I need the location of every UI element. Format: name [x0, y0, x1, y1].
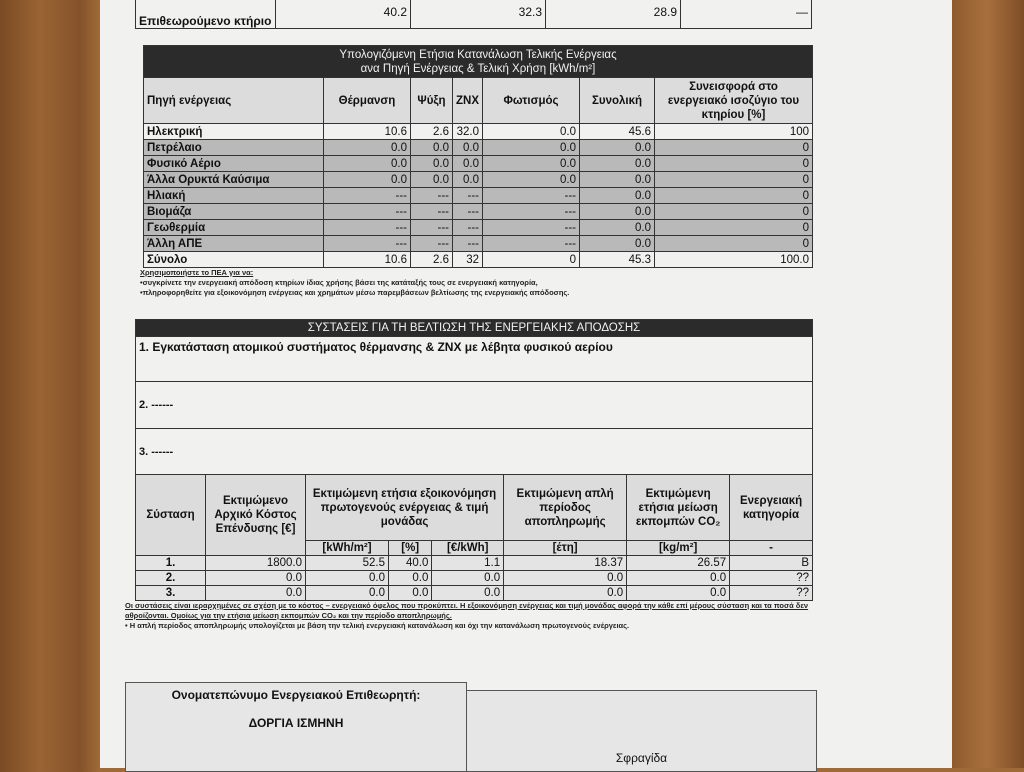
- energy-value: 2.6: [411, 252, 453, 268]
- recommendation-item: 1. Εγκατάσταση ατομικού συστήματος θέρμανσης & ΖΝΧ με λέβητα φυσικού αερίου: [136, 337, 813, 382]
- note-line: Οι συστάσεις είναι ιεραρχημένες σε σχέση με το κόστος – ενεργειακό όφελος που προκύπτει. Η εξοικονόμηση ενέργειας και τιμή μονάδας αφορά την κάθε επί μέρους σύσταση και τα ποσά δεν αθροίζονται. Ομοίως για την ετήσια μείωση εκπομπών CO₂ και την περίοδο αποπληρωμής.: [125, 601, 809, 620]
- energy-value: ---: [453, 204, 483, 220]
- energy-value: 0.0: [580, 156, 655, 172]
- recommendation-value: 52.5: [306, 556, 389, 571]
- recommendation-value: 26.57: [627, 556, 730, 571]
- recommendation-number: 1.: [136, 556, 206, 571]
- energy-value: ---: [483, 204, 580, 220]
- energy-value: 2.6: [411, 124, 453, 140]
- note-line: •πληροφορηθείτε για εξοικονόμηση ενέργειας και χρημάτων μέσω παρεμβάσεων βελτίωσης της ενεργειακής απόδοσης.: [140, 288, 570, 297]
- energy-value: 0.0: [483, 140, 580, 156]
- energy-value: ---: [324, 236, 411, 252]
- energy-value: ---: [453, 188, 483, 204]
- recommendation-value: 1.1: [432, 556, 504, 571]
- stamp-label: Σφραγίδα: [615, 751, 668, 765]
- energy-value: 0.0: [580, 236, 655, 252]
- energy-value: 0.0: [411, 156, 453, 172]
- energy-value: 0: [655, 220, 813, 236]
- energy-source: Βιομάζα: [144, 204, 324, 220]
- energy-value: 0.0: [411, 172, 453, 188]
- note-line: •συγκρίνετε την ενεργειακή απόδοση κτηρίων ίδιας χρήσης βάσει της κατάταξής τους σε ενεργειακή κατηγορία,: [140, 278, 538, 287]
- energy-table-title: Υπολογιζόμενη Ετήσια Κατανάλωση Τελικής Ενέργειας: [339, 48, 617, 61]
- header-energy-class: Ενεργειακή κατηγορία: [730, 475, 813, 541]
- energy-value: ---: [324, 220, 411, 236]
- recommendation-value: ??: [730, 586, 813, 601]
- recommendations-table: [135, 319, 813, 601]
- recommendation-value: 0.0: [432, 571, 504, 586]
- energy-value: ---: [483, 220, 580, 236]
- energy-value: 0.0: [324, 156, 411, 172]
- wood-background: [950, 0, 1024, 768]
- energy-source: Ηλιακή: [144, 188, 324, 204]
- energy-value: 0.0: [580, 204, 655, 220]
- energy-value: ---: [483, 188, 580, 204]
- recommendation-value: 1800.0: [206, 556, 306, 571]
- energy-value: 0: [655, 236, 813, 252]
- energy-value: 0.0: [324, 140, 411, 156]
- energy-source: Φυσικό Αέριο: [144, 156, 324, 172]
- energy-source: Ηλεκτρική: [144, 124, 324, 140]
- recommendation-value: 0.0: [627, 571, 730, 586]
- energy-value: 0.0: [453, 156, 483, 172]
- recommendation-item: 3. ------: [136, 429, 813, 475]
- header-source: Πηγή ενέργειας: [144, 78, 324, 124]
- unit-label: [€/kWh]: [432, 541, 504, 556]
- energy-row: [144, 252, 813, 268]
- recommendation-value: 0.0: [504, 586, 627, 601]
- energy-source: Άλλα Ορυκτά Καύσιμα: [144, 172, 324, 188]
- unit-label: [έτη]: [504, 541, 627, 556]
- recommendation-value: 0.0: [206, 571, 306, 586]
- energy-value: 0.0: [453, 140, 483, 156]
- energy-value: 0.0: [411, 140, 453, 156]
- energy-value: 0: [655, 172, 813, 188]
- energy-value: ---: [324, 188, 411, 204]
- header-lighting: Φωτισμός: [483, 78, 580, 124]
- note-line: • Η απλή περίοδος αποπληρωμής υπολογίζεται με βάση την τελική ενεργειακή κατανάλωση και όχι την κατανάλωση πρωτογενούς ενέργειας.: [125, 621, 630, 630]
- recommendation-value: B: [730, 556, 813, 571]
- energy-row: [144, 156, 813, 172]
- energy-value: 0: [655, 156, 813, 172]
- note-heading: Χρησιμοποιήστε το ΠΕΑ για να:: [140, 268, 254, 277]
- header-total: Συνολική: [580, 78, 655, 124]
- energy-value: ---: [453, 220, 483, 236]
- reference-value: 32.3: [411, 0, 546, 29]
- energy-value: 0.0: [580, 172, 655, 188]
- energy-value: ---: [411, 188, 453, 204]
- recommendation-number: 3.: [136, 586, 206, 601]
- energy-table-subtitle: ανα Πηγή Ενέργειας & Τελική Χρήση [kWh/m²]: [360, 62, 596, 75]
- recommendation-value: 0.0: [627, 586, 730, 601]
- energy-value: ---: [324, 204, 411, 220]
- energy-value: ---: [453, 236, 483, 252]
- recommendation-number: 2.: [136, 571, 206, 586]
- energy-notes: [140, 268, 569, 298]
- energy-value: 0.0: [483, 156, 580, 172]
- energy-value: 0.0: [580, 140, 655, 156]
- energy-row: [144, 188, 813, 204]
- energy-row: [144, 236, 813, 252]
- energy-value: 0.0: [580, 220, 655, 236]
- energy-value: ---: [483, 236, 580, 252]
- recommendation-value: 0.0: [432, 586, 504, 601]
- energy-value: 0.0: [324, 172, 411, 188]
- recommendation-value: 0.0: [504, 571, 627, 586]
- energy-row: [144, 124, 813, 140]
- energy-value: 45.3: [580, 252, 655, 268]
- header-co2: Εκτιμώμενη ετήσια μείωση εκπομπών CO₂: [627, 475, 730, 541]
- energy-value: 0: [483, 252, 580, 268]
- energy-value: 10.6: [324, 252, 411, 268]
- header-heating: Θέρμανση: [324, 78, 411, 124]
- recommendation-value: 0.0: [306, 586, 389, 601]
- unit-label: [kWh/m²]: [306, 541, 389, 556]
- energy-source: Σύνολο: [144, 252, 324, 268]
- energy-row: [144, 220, 813, 236]
- recommendation-value: 0.0: [389, 571, 432, 586]
- recommendation-row: [136, 556, 813, 571]
- energy-value: 0.0: [453, 172, 483, 188]
- energy-value: ---: [411, 236, 453, 252]
- recommendation-notes: [125, 601, 815, 631]
- inspector-box: [125, 682, 467, 772]
- unit-label: [%]: [389, 541, 432, 556]
- energy-row: [144, 204, 813, 220]
- energy-source: Πετρέλαιο: [144, 140, 324, 156]
- reference-value: 40.2: [276, 0, 411, 29]
- energy-value: 10.6: [324, 124, 411, 140]
- energy-value: 32: [453, 252, 483, 268]
- recommendation-value: 0.0: [306, 571, 389, 586]
- header-recommendation: Σύσταση: [136, 475, 206, 556]
- recommendation-value: ??: [730, 571, 813, 586]
- energy-value: 0.0: [483, 124, 580, 140]
- inspector-name: ΔΟΡΓΙΑ ΙΣΜΗΝΗ: [248, 716, 344, 730]
- energy-value: 0: [655, 204, 813, 220]
- header-contribution: Συνεισφορά στο ενεργειακό ισοζύγιο του κτηρίου [%]: [655, 78, 813, 124]
- energy-row: [144, 140, 813, 156]
- unit-label: -: [730, 541, 813, 556]
- reference-table: [135, 0, 812, 29]
- recommendation-value: 0.0: [206, 586, 306, 601]
- recommendations-title: ΣΥΣΤΑΣΕΙΣ ΓΙΑ ΤΗ ΒΕΛΤΙΩΣΗ ΤΗΣ ΕΝΕΡΓΕΙΑΚΗΣ ΑΠΟΔΟΣΗΣ: [136, 320, 813, 337]
- energy-consumption-table: [143, 45, 813, 268]
- recommendation-value: 18.37: [504, 556, 627, 571]
- energy-row: [144, 172, 813, 188]
- reference-label: Επιθεωρούμενο κτήριο: [136, 0, 276, 29]
- recommendation-row: [136, 586, 813, 601]
- energy-value: 0: [655, 140, 813, 156]
- header-cooling: Ψύξη: [411, 78, 453, 124]
- energy-source: Γεωθερμία: [144, 220, 324, 236]
- energy-value: ---: [411, 204, 453, 220]
- recommendation-value: 0.0: [389, 586, 432, 601]
- header-savings: Εκτιμώμενη ετήσια εξοικονόμηση πρωτογενούς ενέργειας & τιμή μονάδας: [306, 475, 504, 541]
- energy-value: 0.0: [483, 172, 580, 188]
- energy-value: 32.0: [453, 124, 483, 140]
- inspector-label: Ονοματεπώνυμο Ενεργειακού Επιθεωρητή:: [171, 688, 421, 702]
- unit-label: [kg/m²]: [627, 541, 730, 556]
- recommendation-value: 40.0: [389, 556, 432, 571]
- recommendation-item: 2. ------: [136, 382, 813, 429]
- stamp-box: [466, 690, 817, 772]
- recommendation-row: [136, 571, 813, 586]
- energy-value: ---: [411, 220, 453, 236]
- energy-value: 0: [655, 188, 813, 204]
- header-dhw: ΖΝΧ: [453, 78, 483, 124]
- reference-value: 28.9: [546, 0, 681, 29]
- header-payback: Εκτιμώμενη απλή περίοδος αποπληρωμής: [504, 475, 627, 541]
- energy-value: 100.0: [655, 252, 813, 268]
- energy-value: 45.6: [580, 124, 655, 140]
- reference-value: —: [681, 0, 812, 29]
- header-cost: Εκτιμώμενο Αρχικό Κόστος Επένδυσης [€]: [206, 475, 306, 556]
- energy-source: Άλλη ΑΠΕ: [144, 236, 324, 252]
- energy-value: 0.0: [580, 188, 655, 204]
- energy-value: 100: [655, 124, 813, 140]
